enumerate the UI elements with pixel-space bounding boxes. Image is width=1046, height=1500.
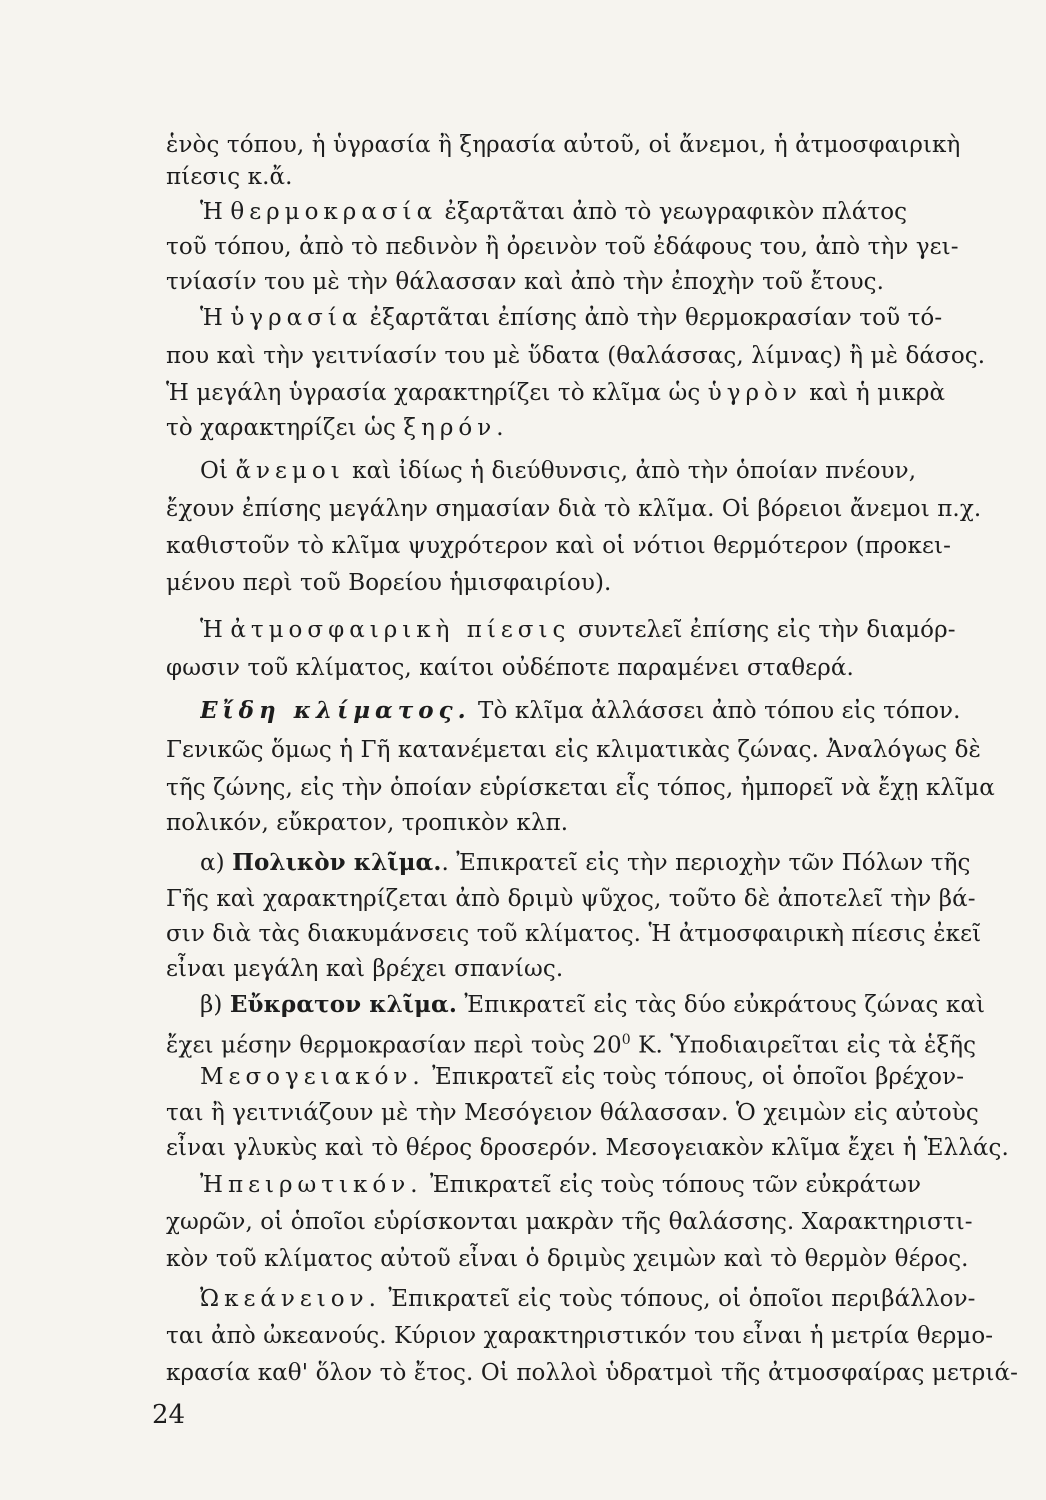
subheading-poliko: Πολικὸν κλῖμα. bbox=[232, 849, 442, 876]
text-line: τὸ χαρακτηρίζει ὡς ξηρόν. bbox=[166, 415, 509, 441]
term-atmosfairiki-piesis: ἀτμοσφαιρικὴ πίεσις bbox=[230, 617, 571, 643]
text-line: Ἠπειρωτικόν. Ἐπικρατεῖ εἰς τοὺς τόπους τῶν εὐκράτων bbox=[200, 1172, 922, 1198]
text-line: Ἡ θερμοκρασία ἐξαρτᾶται ἀπὸ τὸ γεωγραφικὸν πλάτος bbox=[200, 199, 908, 225]
text-line: τῆς ζώνης, εἰς τὴν ὁποίαν εὑρίσκεται εἷς τόπος, ἠμπορεῖ νὰ ἔχῃ κλῖμα bbox=[166, 775, 995, 801]
term-anemoi: ἄνεμοι bbox=[235, 458, 345, 484]
text-line: Εἴδη κλίματος. Τὸ κλῖμα ἀλλάσσει ἀπὸ τόπου εἰς τόπον. bbox=[200, 697, 961, 724]
text-line: πίεσις κ.ἄ. bbox=[166, 164, 293, 190]
text-line: ται ἀπὸ ὠκεανούς. Κύριον χαρακτηριστικόν του εἶναι ἡ μετρία θερμο- bbox=[166, 1323, 994, 1349]
text-line: β) Εὔκρατον κλῖμα. Ἐπικρατεῖ εἰς τὰς δύο εὐκράτους ζώνας καὶ bbox=[200, 991, 986, 1018]
term-thermokrasia: θερμοκρασία bbox=[230, 199, 438, 225]
text-line: καθιστοῦν τὸ κλῖμα ψυχρότερον καὶ οἱ νότιοι θερμότερον (προκει- bbox=[166, 533, 951, 559]
text-line: ται ἢ γειτνιάζουν μὲ τὴν Μεσόγειον θάλασσαν. Ὁ χειμὼν εἰς αὐτοὺς bbox=[166, 1100, 979, 1126]
section-heading: Εἴδη κλίματος. bbox=[200, 697, 471, 724]
text-line: ἔχουν ἐπίσης μεγάλην σημασίαν διὰ τὸ κλῖμα. Οἱ βόρειοι ἄνεμοι π.χ. bbox=[166, 496, 982, 522]
text-line: που καὶ τὴν γειτνίασίν του μὲ ὕδατα (θαλάσσας, λίμνας) ἢ μὲ δάσος. bbox=[166, 343, 986, 369]
text-line: Γενικῶς ὅμως ἡ Γῆ κατανέμεται εἰς κλιματικὰς ζώνας. Ἀναλόγως δὲ bbox=[166, 737, 981, 763]
term-okeaneion: Ὠκεάνειον. bbox=[200, 1286, 381, 1312]
text-line: φωσιν τοῦ κλίματος, καίτοι οὐδέποτε παραμένει σταθερά. bbox=[166, 655, 854, 681]
text-line: τνίασίν του μὲ τὴν θάλασσαν καὶ ἀπὸ τὴν ἐποχὴν τοῦ ἔτους. bbox=[166, 269, 885, 295]
text-line: εἶναι γλυκὺς καὶ τὸ θέρος δροσερόν. Μεσογειακὸν κλῖμα ἔχει ἡ Ἑλλάς. bbox=[166, 1135, 1009, 1161]
text-line: Ἡ ὑγρασία ἐξαρτᾶται ἐπίσης ἀπὸ τὴν θερμοκρασίαν τοῦ τό- bbox=[200, 305, 943, 331]
text-line: Οἱ ἄνεμοι καὶ ἰδίως ἡ διεύθυνσις, ἀπὸ τὴν ὁποίαν πνέουν, bbox=[200, 458, 917, 484]
text-line: πολικόν, εὔκρατον, τροπικὸν κλπ. bbox=[166, 810, 569, 836]
term-mesogeiakon: Μεσογειακόν. bbox=[200, 1064, 425, 1090]
term-ygrasia: ὑγρασία bbox=[230, 305, 363, 331]
text-line: χωρῶν, οἱ ὁποῖοι εὑρίσκονται μακρὰν τῆς θαλάσσης. Χαρακτηριστι- bbox=[166, 1209, 973, 1235]
text-line: κὸν τοῦ κλίματος αὐτοῦ εἶναι ὁ δριμὺς χειμὼν καὶ τὸ θερμὸν θέρος. bbox=[166, 1246, 969, 1272]
text-line: ἑνὸς τόπου, ἡ ὑγρασία ἢ ξηρασία αὐτοῦ, οἱ ἄνεμοι, ἡ ἀτμοσφαιρικὴ bbox=[166, 132, 961, 158]
text-line: Ἡ ἀτμοσφαιρικὴ πίεσις συντελεῖ ἐπίσης εἰς τὴν διαμόρ- bbox=[200, 617, 956, 643]
text-line: σιν διὰ τὰς διακυμάνσεις τοῦ κλίματος. Ἡ ἀτμοσφαιρικὴ πίεσις ἐκεῖ bbox=[166, 921, 982, 947]
superscript: 0 bbox=[621, 1032, 631, 1048]
text-line: ἔχει μέσην θερμοκρασίαν περὶ τοὺς $20^0$ K. Ὑποδιαιρεῖται εἰς τὰ ἑξῆς bbox=[166, 1032, 977, 1059]
text-line: Μεσογειακόν. Ἐπικρατεῖ εἰς τοὺς τόπους, οἱ ὁποῖοι βρέχον- bbox=[200, 1064, 965, 1090]
text-line: Ἡ μεγάλη ὑγρασία χαρακτηρίζει τὸ κλῖμα ὡς ὑγρὸν καὶ ἡ μικρὰ bbox=[166, 380, 946, 406]
text-line: κρασία καθ' ὅλον τὸ ἔτος. Οἱ πολλοὶ ὑδρατμοὶ τῆς ἀτμοσφαίρας μετριά- bbox=[166, 1360, 1019, 1386]
text-line: εἶναι μεγάλη καὶ βρέχει σπανίως. bbox=[166, 956, 564, 982]
term-ipeirotikon: Ἠπειρωτικόν. bbox=[200, 1172, 423, 1198]
subheading-eukraton: Εὔκρατον κλῖμα. bbox=[229, 991, 457, 1018]
text-line: α) Πολικὸν κλῖμα.. Ἐπικρατεῖ εἰς τὴν περιοχὴν τῶν Πόλων τῆς bbox=[200, 849, 971, 876]
text-line: Γῆς καὶ χαρακτηρίζεται ἀπὸ δριμὺ ψῦχος, τοῦτο δὲ ἀποτελεῖ τὴν βά- bbox=[166, 886, 976, 912]
page-number: 24 bbox=[152, 1400, 186, 1430]
text-line: τοῦ τόπου, ἀπὸ τὸ πεδινὸν ἢ ὀρεινὸν τοῦ ἐδάφους του, ἀπὸ τὴν γει- bbox=[166, 234, 959, 260]
text-line: μένου περὶ τοῦ Βορείου ἡμισφαιρίου). bbox=[166, 570, 612, 596]
term-xiron: ξηρόν. bbox=[403, 415, 509, 441]
text-line: Ὠκεάνειον. Ἐπικρατεῖ εἰς τοὺς τόπους, οἱ ὁποῖοι περιβάλλον- bbox=[200, 1286, 976, 1312]
term-ygron: ὑγρὸν bbox=[707, 380, 802, 406]
